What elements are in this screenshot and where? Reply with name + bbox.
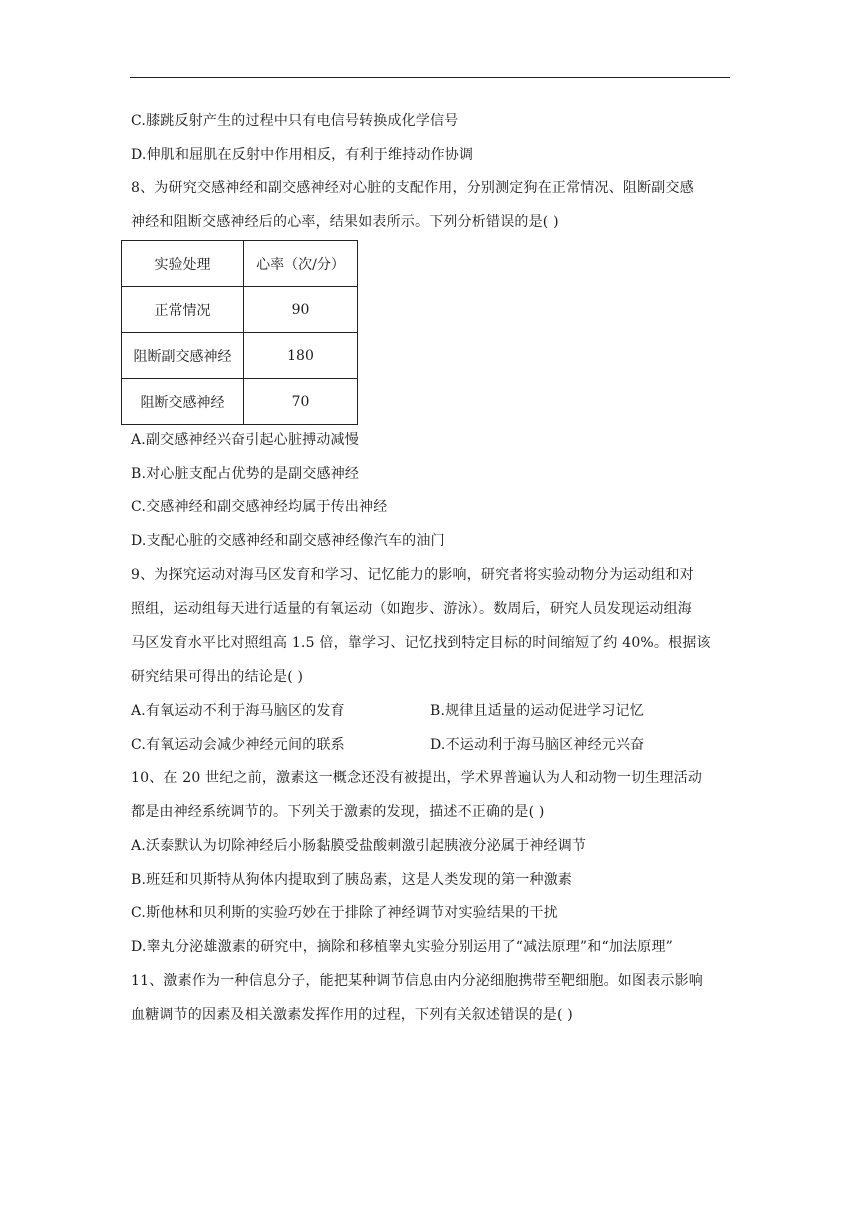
option-text: A.沃泰默认为切除神经后小肠黏膜受盐酸刺激引起胰液分泌属于神经调节 <box>131 838 587 854</box>
option-text: D.睾丸分泌雄激素的研究中，摘除和移植睾丸实验分别运用了“减法原理”和“加法原理” <box>131 939 674 955</box>
option-text: B.对心脏支配占优势的是副交感神经 <box>131 466 360 482</box>
option-text: A.有氧运动不利于海马脑区的发育 <box>131 703 345 719</box>
question-10-stem: 10、在 20 世纪之前，激素这一概念还没有被提出，学术界普遍认为人和动物一切生理活动 <box>131 770 703 786</box>
question-9-stem: 9、为探究运动对海马区发育和学习、记忆能力的影响，研究者将实验动物分为运动组和对 <box>131 567 694 583</box>
table-row <box>122 333 358 379</box>
header-rule <box>130 77 730 78</box>
question-10-stem: 都是由神经系统调节的。下列关于激素的发现，描述不正确的是( ) <box>131 804 545 820</box>
question-9-stem: 照组，运动组每天进行适量的有氧运动（如跑步、游泳）。数周后，研究人员发现运动组海 <box>131 601 692 617</box>
table-header-row <box>122 241 358 287</box>
option-text: C.有氧运动会减少神经元间的联系 <box>131 737 345 753</box>
option-text: C.交感神经和副交感神经均属于传出神经 <box>131 499 388 515</box>
heart-rate-table <box>121 240 358 425</box>
question-8-stem: 8、为研究交感神经和副交感神经对心脏的支配作用，分别测定狗在正常情况、阻断副交感 <box>131 180 694 196</box>
option-text: B.规律且适量的运动促进学习记忆 <box>430 703 644 719</box>
table-cell: 90 <box>244 287 358 333</box>
question-8-stem: 神经和阻断交感神经后的心率，结果如表所示。下列分析错误的是( ) <box>131 214 559 230</box>
option-text: D.伸肌和屈肌在反射中作用相反，有利于维持动作协调 <box>131 147 474 163</box>
table-cell: 180 <box>244 333 358 379</box>
table-cell: 阻断交感神经 <box>122 379 244 425</box>
table-cell: 正常情况 <box>122 287 244 333</box>
option-text: D.不运动利于海马脑区神经元兴奋 <box>430 737 645 753</box>
table-row <box>122 287 358 333</box>
option-text: A.副交感神经兴奋引起心脏搏动减慢 <box>131 432 359 448</box>
question-9-stem: 研究结果可得出的结论是( ) <box>131 669 304 685</box>
option-text: C.膝跳反射产生的过程中只有电信号转换成化学信号 <box>131 113 459 129</box>
table-header-cell: 实验处理 <box>122 241 244 287</box>
table-cell: 70 <box>244 379 358 425</box>
table-header-cell: 心率（次/分） <box>244 241 358 287</box>
option-text: C.斯他林和贝利斯的实验巧妙在于排除了神经调节对实验结果的干扰 <box>131 905 558 921</box>
question-11-stem: 血糖调节的因素及相关激素发挥作用的过程，下列有关叙述错误的是( ) <box>131 1007 573 1023</box>
table-cell: 阻断副交感神经 <box>122 333 244 379</box>
option-text: D.支配心脏的交感神经和副交感神经像汽车的油门 <box>131 533 445 549</box>
question-9-stem: 马区发育水平比对照组高 1.5 倍，靠学习、记忆找到特定目标的时间缩短了约 40%。根据该 <box>131 635 711 651</box>
table-row <box>122 379 358 425</box>
question-11-stem: 11、激素作为一种信息分子，能把某种调节信息由内分泌细胞携带至靶细胞。如图表示影响 <box>131 973 704 989</box>
option-text: B.班廷和贝斯特从狗体内提取到了胰岛素，这是人类发现的第一种激素 <box>131 872 573 888</box>
